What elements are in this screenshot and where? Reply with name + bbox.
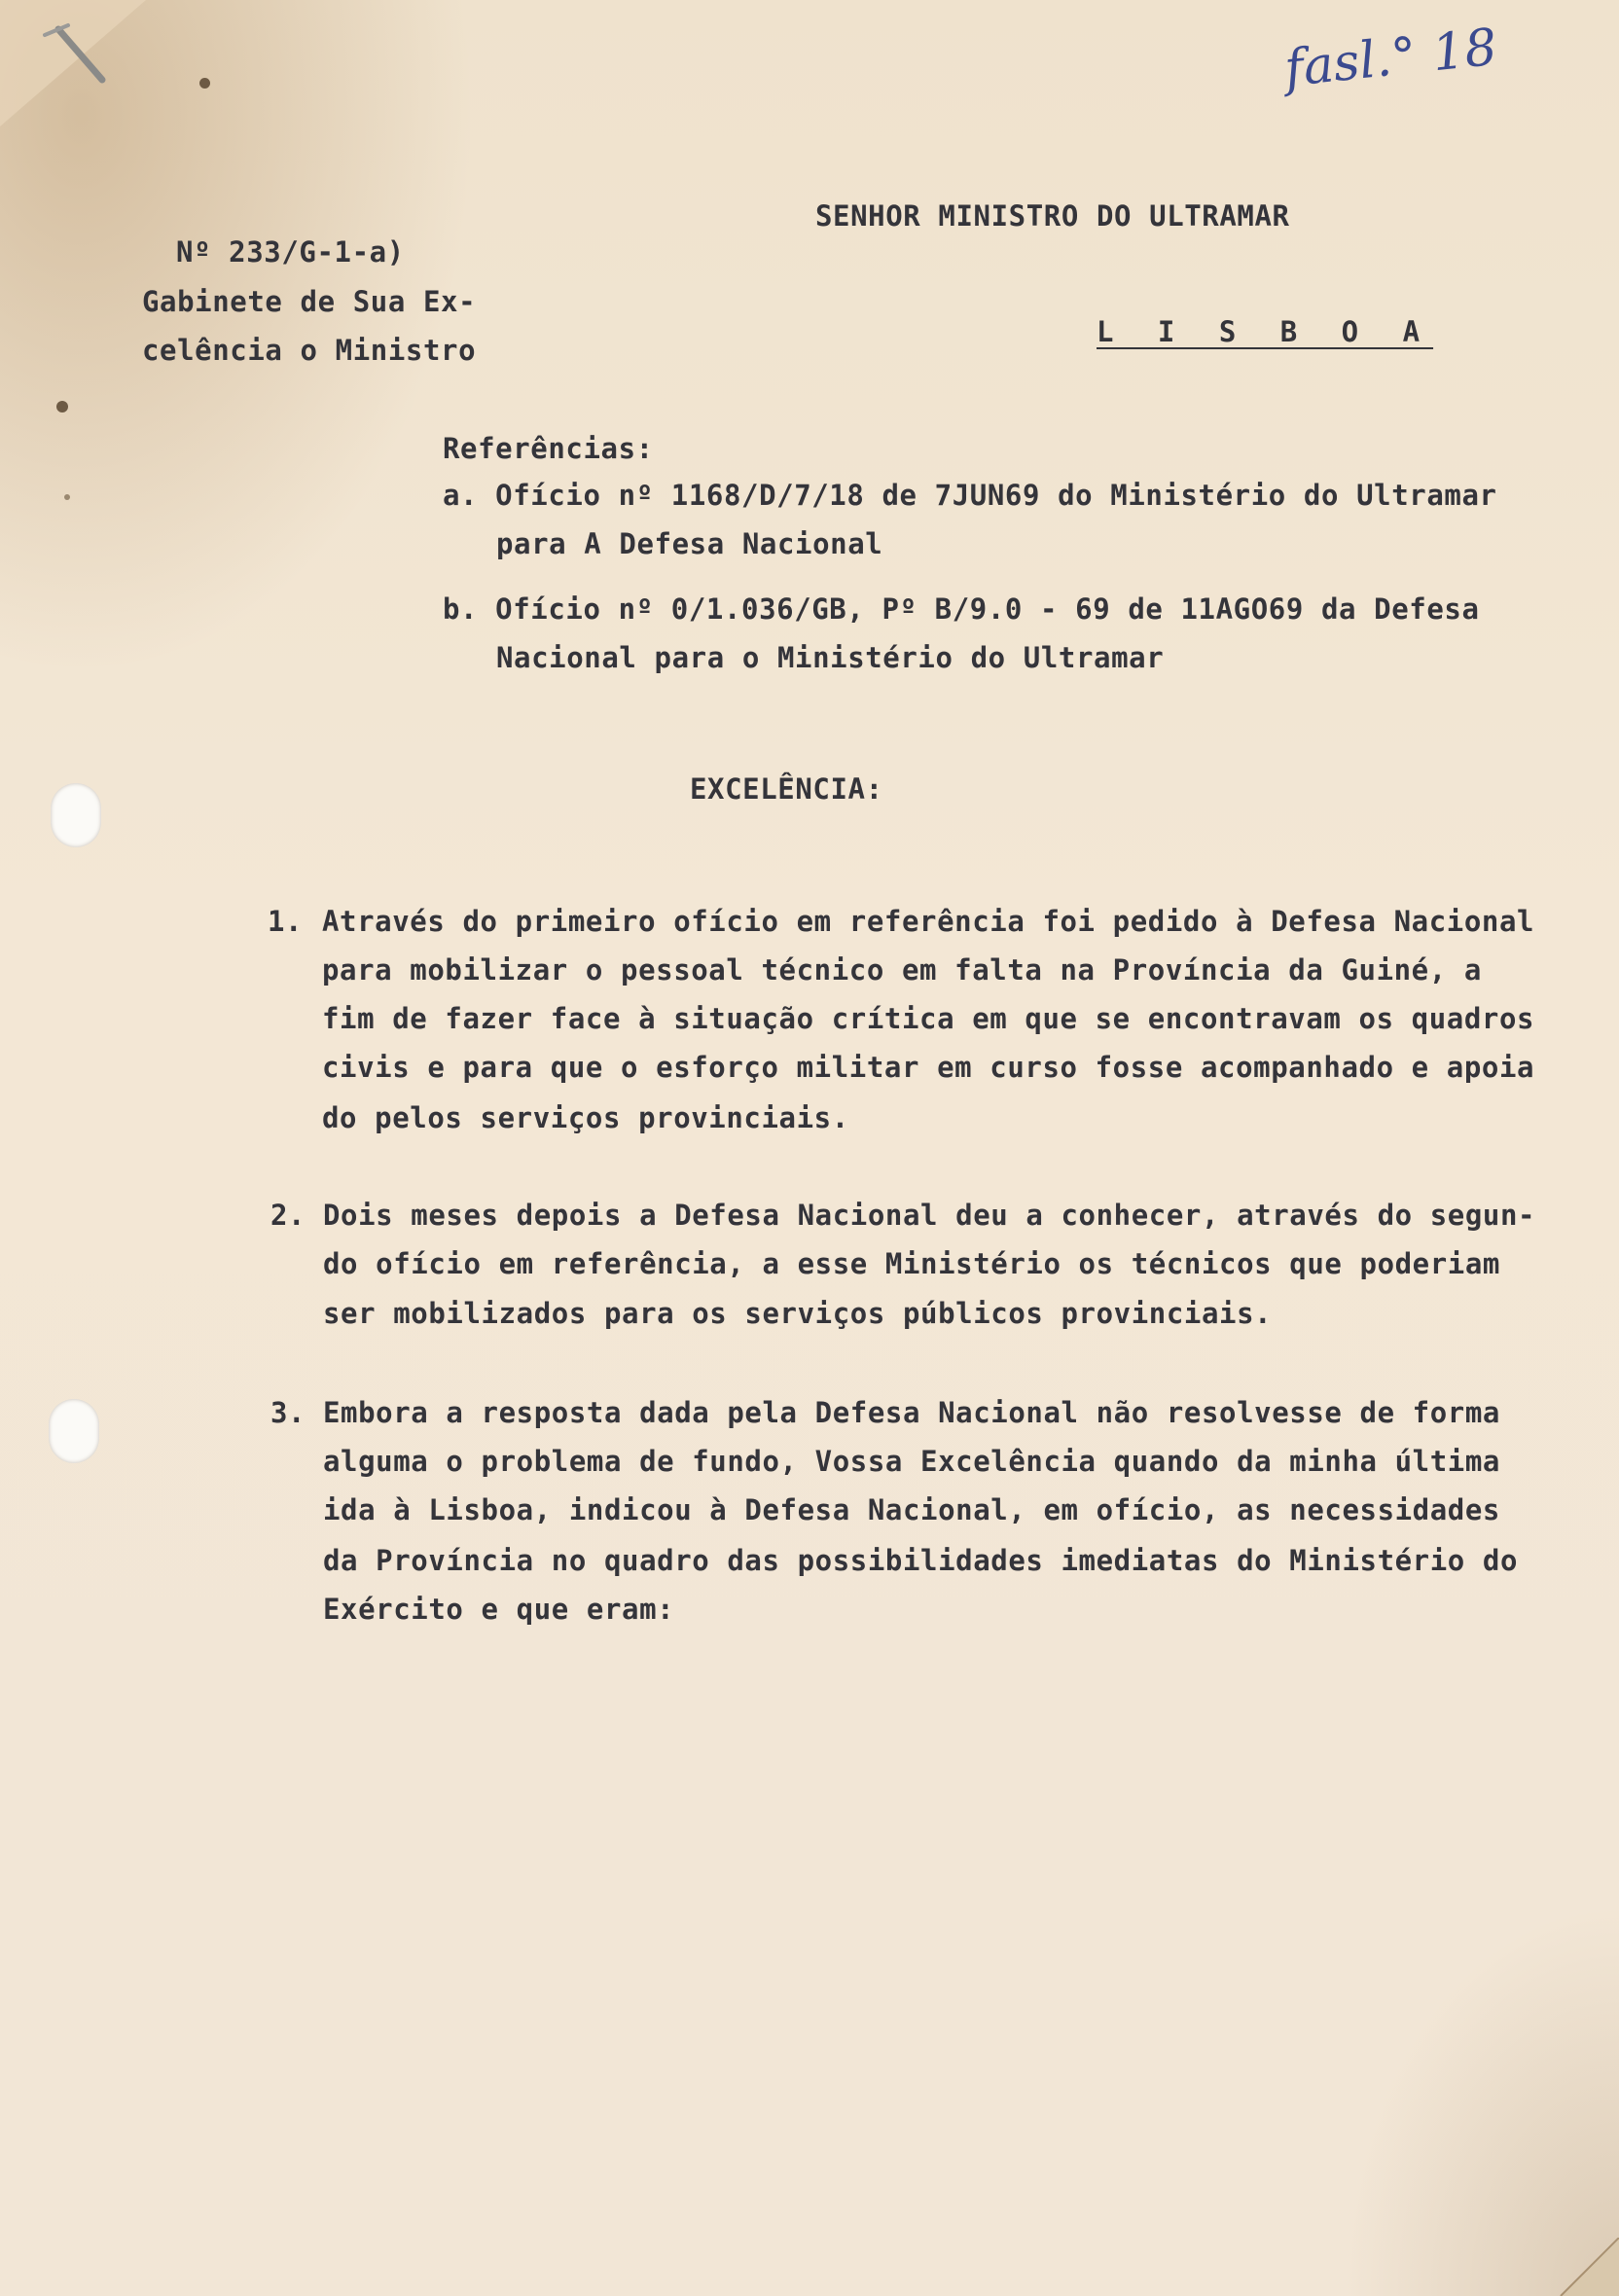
page-curl-icon [1531,2238,1619,2296]
references-heading: Referências: [443,432,654,465]
paragraph-number: 1. [268,905,304,938]
paragraph-line: civis e para que o esforço militar em curso fosse acompanhado e apoia [322,1051,1535,1084]
staple-corner-icon [0,0,175,146]
reference-a-continued: para A Defesa Nacional [496,527,883,560]
paragraph-line: ser mobilizados para os serviços públicos provinciais. [323,1297,1273,1330]
reference-b: b. Ofício nº 0/1.036/GB, Pº B/9.0 - 69 de 11AGO69 da Defesa [443,592,1480,626]
paragraph-line: Embora a resposta dada pela Defesa Nacional não resolvesse de forma [323,1396,1500,1429]
ink-spot [199,78,210,89]
paragraph-line: fim de fazer face à situação crítica em que se encontravam os quadros [322,1002,1535,1035]
paragraph-line: Dois meses depois a Defesa Nacional deu a conhecer, através do segun- [323,1199,1536,1232]
paragraph-line: alguma o problema de fundo, Vossa Excelência quando da minha última [323,1445,1500,1478]
paragraph-line: para mobilizar o pessoal técnico em falta na Província da Guiné, a [322,953,1482,987]
paragraph-number: 3. [270,1396,306,1429]
paragraph-line: ida à Lisboa, indicou à Defesa Nacional, em ofício, as necessidades [323,1493,1500,1526]
paragraph-line: do pelos serviços provinciais. [322,1101,849,1134]
addressee-name: SENHOR MINISTRO DO ULTRAMAR [815,199,1290,233]
sender-office-line: Gabinete de Sua Ex- [142,285,477,318]
paragraph-number: 2. [270,1199,306,1232]
ink-spot [64,494,70,500]
salutation: EXCELÊNCIA: [690,772,883,806]
paragraph-line: Exército e que eram: [323,1593,675,1626]
sender-office-line: celência o Ministro [142,334,477,367]
paragraph-line: da Província no quadro das possibilidades imediatas do Ministério do [323,1544,1519,1577]
handwritten-file-note: fasl.° 18 [1281,18,1500,99]
paragraph-line: Através do primeiro ofício em referência foi pedido à Defesa Nacional [322,905,1535,938]
reference-a: a. Ofício nº 1168/D/7/18 de 7JUN69 do Ministério do Ultramar [443,479,1497,512]
document-number: Nº 233/G-1-a) [176,235,405,269]
reference-b-continued: Nacional para o Ministério do Ultramar [496,641,1165,674]
ink-spot [56,401,68,413]
paragraph-line: do ofício em referência, a esse Ministério os técnicos que poderiam [323,1247,1500,1280]
punch-hole-upper [51,783,101,847]
addressee-city: L I S B O A [1097,315,1434,348]
punch-hole-lower [49,1399,99,1463]
